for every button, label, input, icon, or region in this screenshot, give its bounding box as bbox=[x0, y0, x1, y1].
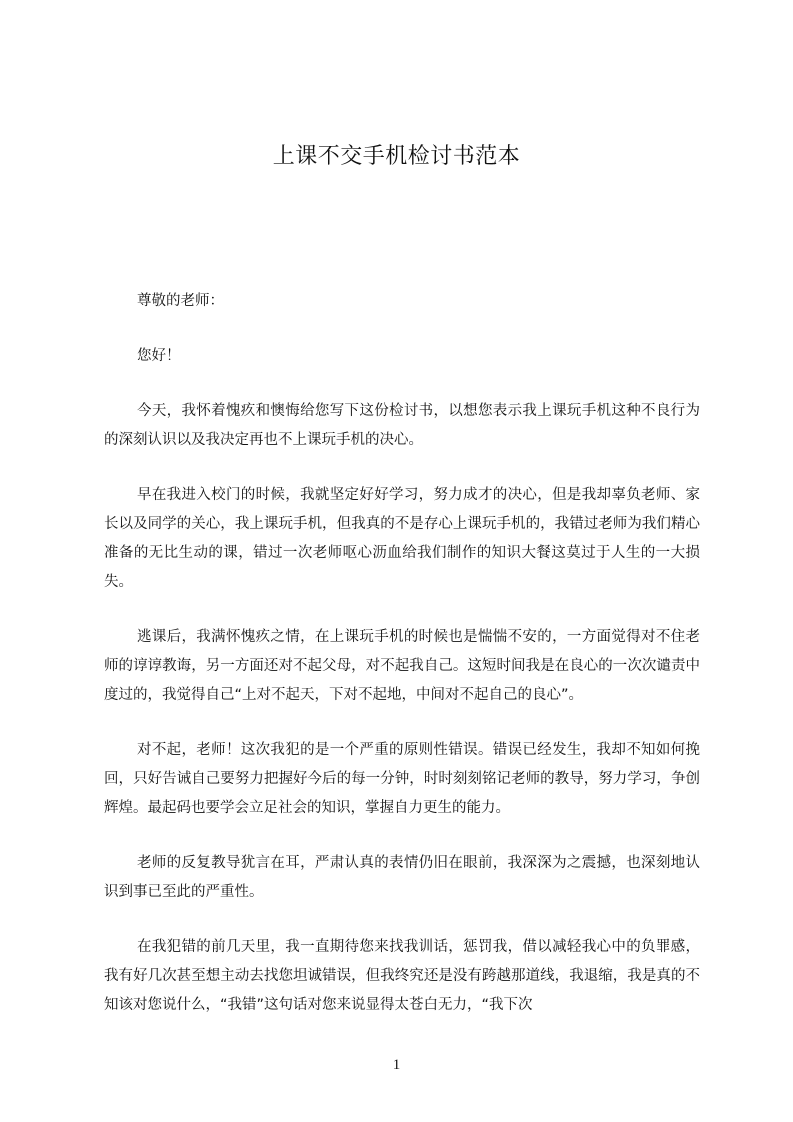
document-title: 上课不交手机检讨书范本 bbox=[272, 144, 521, 169]
body-paragraph-3: 逃课后，我满怀愧疚之情，在上课玩手机的时候也是惴惴不安的，一方面觉得对不住老师的谆谆教诲，另一方面还对不起父母，对不起我自己。这短时间我是在良心的一次次谴责中度过的，我觉得自己“上对不起天，下对不起地，中间对不起自己的良心”。 bbox=[104, 629, 700, 703]
body-paragraph-1: 今天，我怀着愧疚和懊悔给您写下这份检讨书，以想您表示我上课玩手机这种不良行为的深刻认识以及我决定再也不上课玩手机的决心。 bbox=[104, 403, 700, 448]
body-paragraph-4: 对不起，老师！这次我犯的是一个严重的原则性错误。错误已经发生，我却不知如何挽回，只好告诫自己要努力把握好今后的每一分钟，时时刻刻铭记老师的教导，努力学习，争创辉煌。最起码也要学会立足社会的知识，掌握自力更生的能力。 bbox=[104, 742, 700, 816]
salutation: 尊敬的老师： bbox=[137, 293, 224, 309]
body-paragraph-6: 在我犯错的前几天里，我一直期待您来找我训话，惩罚我，借以减轻我心中的负罪感，我有好几次甚至想主动去找您坦诚错误，但我终究还是没有跨越那道线，我退缩，我是真的不知该对您说什么，“我错”这句话对您来说显得太苍白无力，“我下次 bbox=[104, 939, 700, 1013]
greeting: 您好！ bbox=[137, 348, 181, 364]
body-paragraph-2: 早在我进入校门的时候，我就坚定好好学习，努力成才的决心，但是我却辜负老师、家长以及同学的关心，我上课玩手机，但我真的不是存心上课玩手机的，我错过老师为我们精心准备的无比生动的课，错过一次老师呕心沥血给我们制作的知识大餐这莫过于人生的一大损失。 bbox=[104, 487, 700, 590]
document-body bbox=[104, 287, 700, 1046]
page-number: 1 bbox=[392, 1057, 401, 1073]
body-paragraph-5: 老师的反复教导犹言在耳，严肃认真的表情仍旧在眼前，我深深为之震撼，也深刻地认识到事已至此的严重性。 bbox=[104, 855, 700, 900]
